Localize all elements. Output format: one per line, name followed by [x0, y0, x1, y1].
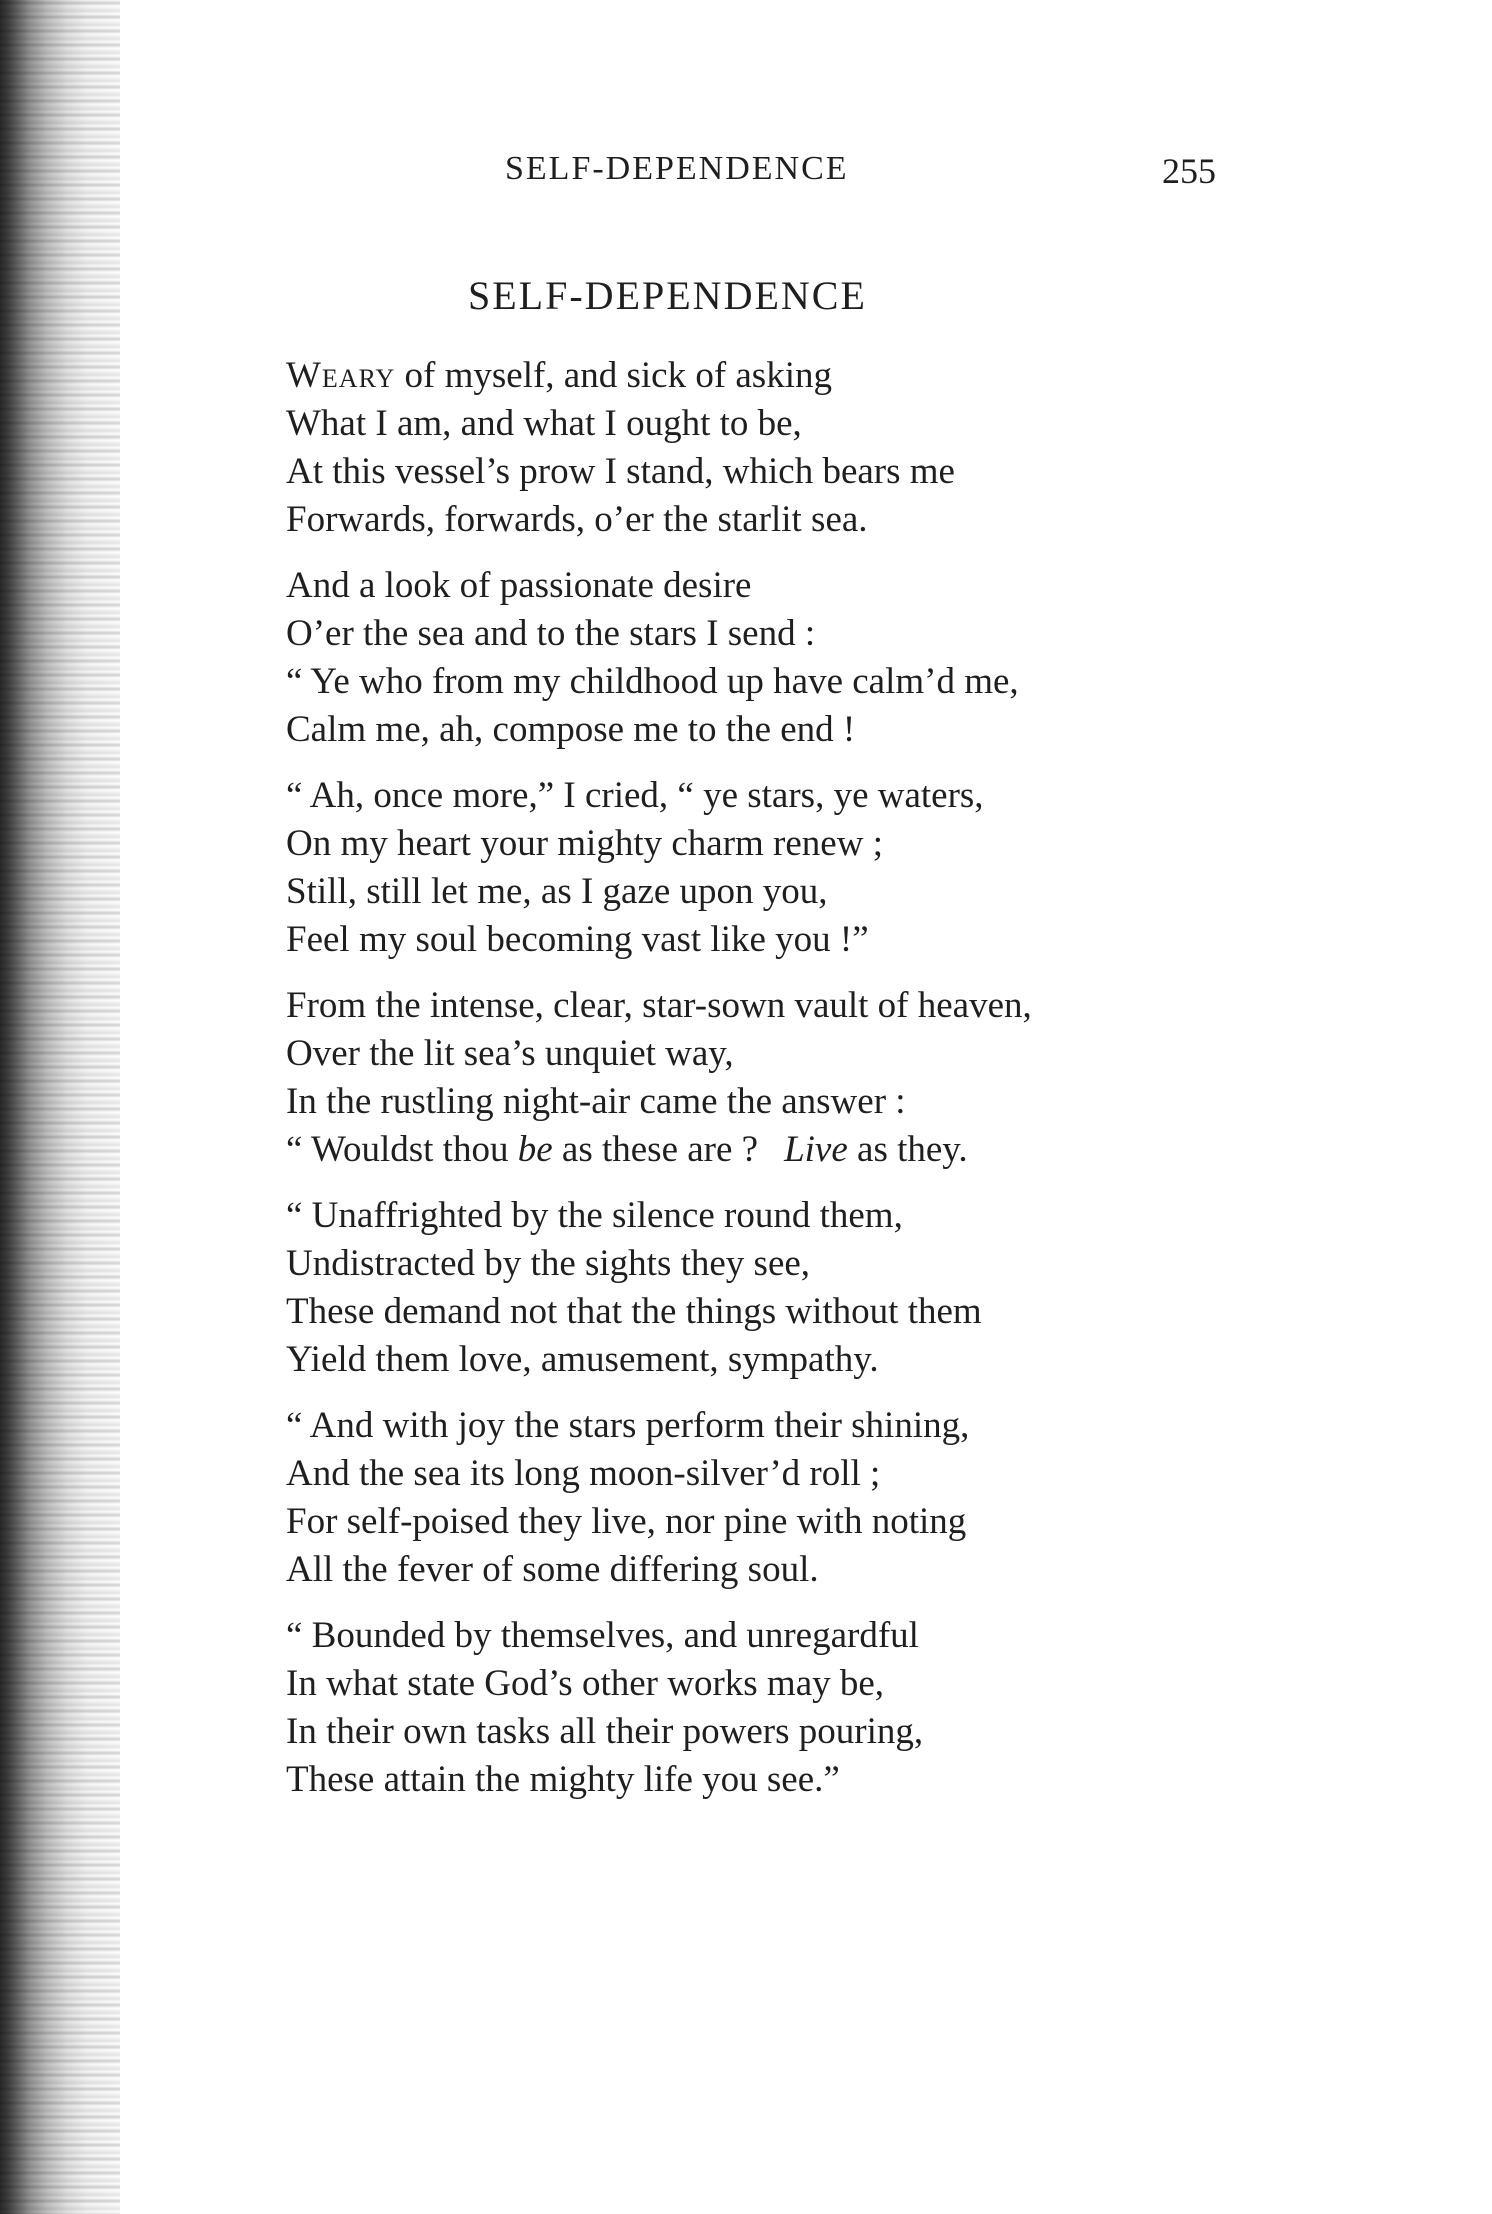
- poem-line: Undistracted by the sights they see,: [286, 1243, 811, 1284]
- stanza-6: [286, 1402, 1406, 1594]
- line-text: “ Wouldst thou: [286, 1129, 518, 1170]
- poem-title: SELF-DEPENDENCE: [468, 273, 867, 318]
- poem-line: In what state God’s other works may be,: [286, 1663, 885, 1704]
- poem-line: “ Unaffrighted by the silence round them,: [286, 1195, 903, 1236]
- poem-line: Calm me, ah, compose me to the end !: [286, 709, 856, 750]
- poem-line: In their own tasks all their powers pouring,: [286, 1711, 924, 1752]
- poem-line: At this vessel’s prow I stand, which bears me: [286, 451, 955, 492]
- poem-line: “ Bounded by themselves, and unregardful: [286, 1615, 919, 1656]
- poem-line: These demand not that the things without them: [286, 1291, 982, 1332]
- poem-body: [286, 352, 1406, 1822]
- poem-line: “ Ye who from my childhood up have calm’d me,: [286, 661, 1019, 702]
- poem-line: For self-poised they live, nor pine with noting: [286, 1501, 967, 1542]
- stanza-4: [286, 982, 1406, 1174]
- poem-line: All the fever of some differing soul.: [286, 1549, 819, 1590]
- poem-line: What I am, and what I ought to be,: [286, 403, 802, 444]
- poem-line: O’er the sea and to the stars I send :: [286, 613, 816, 654]
- stanza-2: [286, 562, 1406, 754]
- poem-line: Over the lit sea’s unquiet way,: [286, 1033, 734, 1074]
- poem-line: These attain the mighty life you see.”: [286, 1759, 840, 1800]
- poem-line: [286, 1126, 1406, 1174]
- small-caps-opening-word: Weary: [286, 355, 396, 396]
- line-text: as they.: [847, 1129, 968, 1170]
- italic-word-live: Live: [784, 1129, 848, 1170]
- stanza-5: [286, 1192, 1406, 1384]
- poem-line: From the intense, clear, star-sown vault of heaven,: [286, 985, 1032, 1026]
- stanza-1: [286, 352, 1406, 544]
- poem-line: [286, 352, 1406, 400]
- poem-line: Yield them love, amusement, sympathy.: [286, 1339, 879, 1380]
- running-header: SELF-DEPENDENCE: [505, 150, 849, 187]
- poem-line: Still, still let me, as I gaze upon you,: [286, 871, 828, 912]
- poem-line: In the rustling night-air came the answer :: [286, 1081, 906, 1122]
- poem-line: On my heart your mighty charm renew ;: [286, 823, 883, 864]
- poem-line: Feel my soul becoming vast like you !”: [286, 919, 869, 960]
- poem-line: And the sea its long moon-silver’d roll ;: [286, 1453, 881, 1494]
- stanza-7: [286, 1612, 1406, 1804]
- stanza-3: [286, 772, 1406, 964]
- italic-word-be: be: [517, 1129, 553, 1170]
- line-text: of myself, and sick of asking: [395, 355, 832, 396]
- poem-line: “ And with joy the stars perform their shining,: [286, 1405, 970, 1446]
- line-text: as these are ?: [552, 1129, 759, 1170]
- binding-gutter-texture: [0, 0, 120, 2214]
- poem-line: And a look of passionate desire: [286, 565, 752, 606]
- poem-line: “ Ah, once more,” I cried, “ ye stars, ye waters,: [286, 775, 984, 816]
- page-number: 255: [1162, 151, 1216, 191]
- poem-line: Forwards, forwards, o’er the starlit sea.: [286, 499, 868, 540]
